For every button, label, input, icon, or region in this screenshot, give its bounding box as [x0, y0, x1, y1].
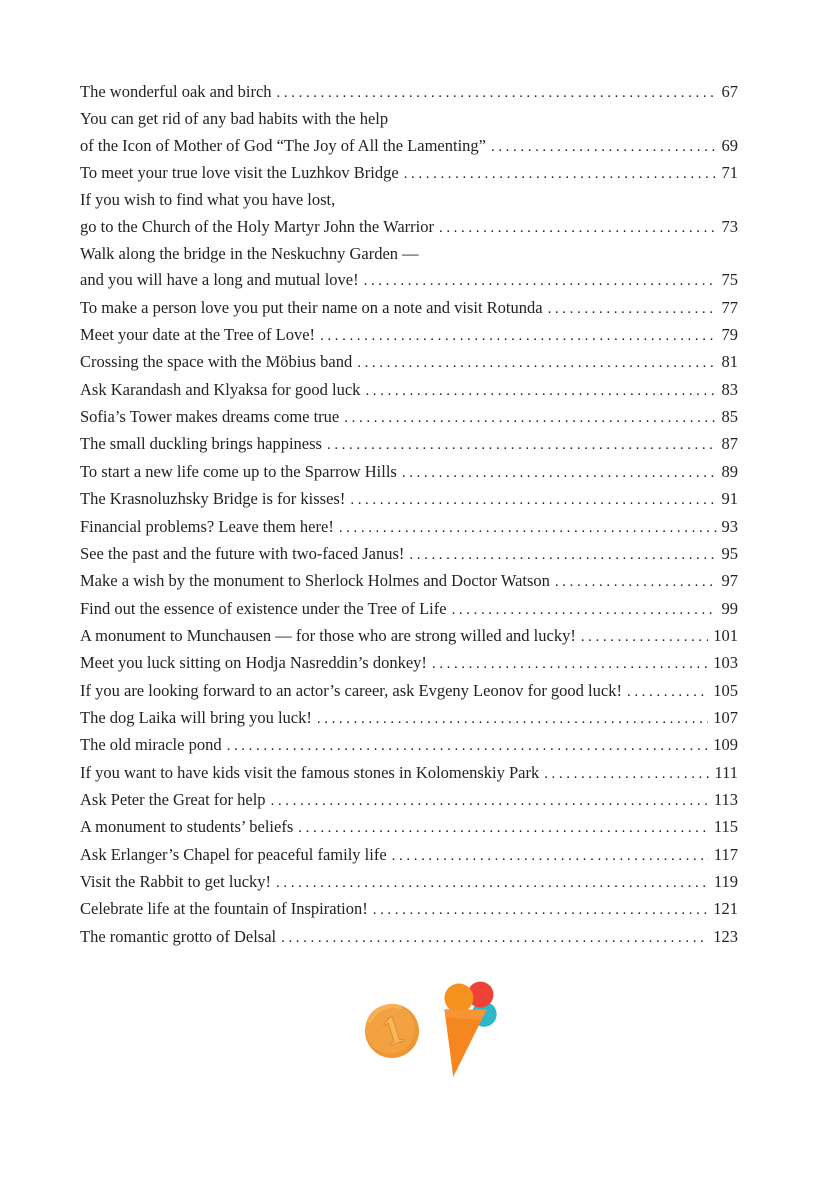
coin-digit: 1 — [376, 1005, 410, 1055]
toc-entry-text: Ask Peter the Great for help — [80, 789, 266, 809]
page-number: 119 — [713, 871, 738, 891]
toc-entry — [80, 623, 738, 650]
toc-entry-text: Ask Karandash and Klyaksa for good luck — [80, 379, 361, 399]
page-number: 95 — [721, 543, 738, 563]
toc-entry — [80, 79, 738, 106]
toc-entry — [80, 431, 738, 458]
dot-leader — [317, 706, 708, 732]
toc-entry-text: The romantic grotto of Delsal — [80, 926, 277, 946]
dot-leader — [339, 515, 717, 541]
dot-leader — [298, 815, 709, 841]
page-number: 99 — [721, 598, 738, 618]
toc-entry — [80, 596, 738, 623]
toc-entry — [80, 459, 738, 486]
toc-entry-text: The small duckling brings happiness — [80, 434, 322, 454]
toc-entry-text: A monument to students’ beliefs — [80, 817, 294, 837]
page-number: 73 — [721, 216, 738, 236]
page-number: 117 — [713, 844, 738, 864]
dot-leader — [491, 134, 717, 160]
page-number: 91 — [721, 489, 738, 509]
toc-entry-text: The Krasnoluzhsky Bridge is for kisses! — [80, 489, 346, 509]
dot-leader — [548, 296, 717, 322]
toc-entry — [80, 814, 738, 841]
toc-entry — [80, 842, 738, 869]
page-number: 111 — [714, 762, 738, 782]
toc-entry-text: Financial problems? Leave them here! — [80, 516, 334, 536]
toc-entry-text: Crossing the space with the Möbius band — [80, 352, 353, 372]
toc-entry — [80, 377, 738, 404]
toc-entry — [80, 678, 738, 705]
dot-leader — [364, 268, 717, 294]
dot-leader — [409, 542, 716, 568]
page-number: 123 — [713, 926, 738, 946]
toc-entry — [80, 241, 738, 295]
page-number: 69 — [721, 135, 738, 155]
page-number: 113 — [713, 789, 738, 809]
toc-entry — [80, 322, 738, 349]
toc-entry — [80, 514, 738, 541]
toc-entry-text: To start a new life come up to the Sparrow Hills — [80, 461, 397, 481]
page-number: 71 — [721, 163, 738, 183]
dot-leader — [555, 569, 717, 595]
dot-leader — [327, 432, 717, 458]
footer-illustration — [356, 975, 516, 1095]
toc-entry — [80, 705, 738, 732]
dot-leader — [365, 378, 716, 404]
toc-entry-text: Sofia’s Tower makes dreams come true — [80, 407, 340, 427]
dot-leader — [404, 161, 717, 187]
toc-entry-text: Ask Erlanger’s Chapel for peaceful family life — [80, 844, 387, 864]
dot-leader — [350, 487, 716, 513]
page-number: 83 — [721, 379, 738, 399]
page-number: 107 — [713, 707, 738, 727]
toc-entry — [80, 106, 738, 160]
page-number: 85 — [721, 407, 738, 427]
page-number: 67 — [721, 82, 738, 101]
toc-entry-text: The wonderful oak and birch — [80, 82, 272, 101]
toc-entry — [80, 349, 738, 376]
toc-entry-text: Celebrate life at the fountain of Inspiration! — [80, 899, 368, 919]
page-number: 75 — [721, 270, 738, 290]
toc-entry-text: Meet your date at the Tree of Love! — [80, 325, 316, 345]
dot-leader — [439, 215, 717, 241]
toc-entry — [80, 486, 738, 513]
toc-entry — [80, 896, 738, 923]
toc-entry — [80, 568, 738, 595]
toc-entry-text: To make a person love you put their name on a note and visit Rotunda — [80, 297, 543, 317]
page-number: 77 — [721, 297, 738, 317]
toc-entry-text: If you are looking forward to an actor’s career, ask Evgeny Leonov for good luck! — [80, 680, 622, 700]
dot-leader — [392, 843, 709, 869]
toc-entry-text: See the past and the future with two-faced Janus! — [80, 543, 405, 563]
dot-leader — [320, 323, 716, 349]
toc-entry-text: of the Icon of Mother of God “The Joy of All the Lamenting” — [80, 135, 486, 155]
page-number: 115 — [713, 817, 738, 837]
ice-cream-icon — [431, 971, 514, 1091]
toc-entry — [80, 404, 738, 431]
dot-leader — [357, 350, 716, 376]
toc-entry — [80, 760, 738, 787]
page-number: 121 — [713, 899, 738, 919]
toc-entry-text: Walk along the bridge in the Neskuchny Garden — — [80, 244, 419, 264]
toc-entry-text: Meet you luck sitting on Hodja Nasreddin’s donkey! — [80, 653, 427, 673]
dot-leader — [544, 761, 709, 787]
toc-entry-text: Visit the Rabbit to get lucky! — [80, 871, 272, 891]
dot-leader — [344, 405, 716, 431]
coin-icon — [360, 999, 424, 1063]
toc-entry — [80, 187, 738, 241]
toc-entry-text: The dog Laika will bring you luck! — [80, 707, 312, 727]
page-number: 109 — [713, 735, 738, 755]
dot-leader — [276, 870, 709, 896]
page-number: 103 — [713, 653, 738, 673]
page-number: 101 — [713, 625, 738, 645]
page-number: 79 — [721, 325, 738, 345]
dot-leader — [373, 897, 709, 923]
toc-entry — [80, 869, 738, 896]
page-number: 93 — [721, 516, 738, 536]
dot-leader — [432, 651, 708, 677]
toc-entry-text: A monument to Munchausen — for those who are strong willed and lucky! — [80, 625, 576, 645]
toc-entry-text: If you wish to find what you have lost, — [80, 190, 336, 210]
toc-entry-text: To meet your true love visit the Luzhkov Bridge — [80, 163, 399, 183]
toc-entry — [80, 787, 738, 814]
toc-entry — [80, 924, 738, 951]
page-number: 105 — [713, 680, 738, 700]
toc-entry — [80, 295, 738, 322]
toc-entry-text: You can get rid of any bad habits with the help — [80, 109, 389, 129]
toc-entry-text: Find out the essence of existence under the Tree of Life — [80, 598, 447, 618]
page-number: 87 — [721, 434, 738, 454]
toc-entry-text: Make a wish by the monument to Sherlock Holmes and Doctor Watson — [80, 571, 550, 591]
table-of-contents — [80, 79, 738, 951]
page-number: 89 — [721, 461, 738, 481]
toc-entry — [80, 541, 738, 568]
toc-entry — [80, 650, 738, 677]
dot-leader — [402, 460, 717, 486]
dot-leader — [281, 925, 708, 951]
toc-entry-text: The old miracle pond — [80, 735, 222, 755]
dot-leader — [452, 597, 717, 623]
page-number: 81 — [721, 352, 738, 372]
page-number: 97 — [721, 571, 738, 591]
dot-leader — [227, 733, 709, 759]
dot-leader — [271, 788, 709, 814]
toc-entry — [80, 732, 738, 759]
toc-entry-text: If you want to have kids visit the famous stones in Kolomenskiy Park — [80, 762, 540, 782]
dot-leader — [277, 80, 717, 106]
toc-entry-text: go to the Church of the Holy Martyr John the Warrior — [80, 216, 434, 236]
dot-leader — [627, 679, 708, 705]
dot-leader — [581, 624, 708, 650]
toc-entry — [80, 160, 738, 187]
toc-entry-text: and you will have a long and mutual love! — [80, 270, 359, 290]
